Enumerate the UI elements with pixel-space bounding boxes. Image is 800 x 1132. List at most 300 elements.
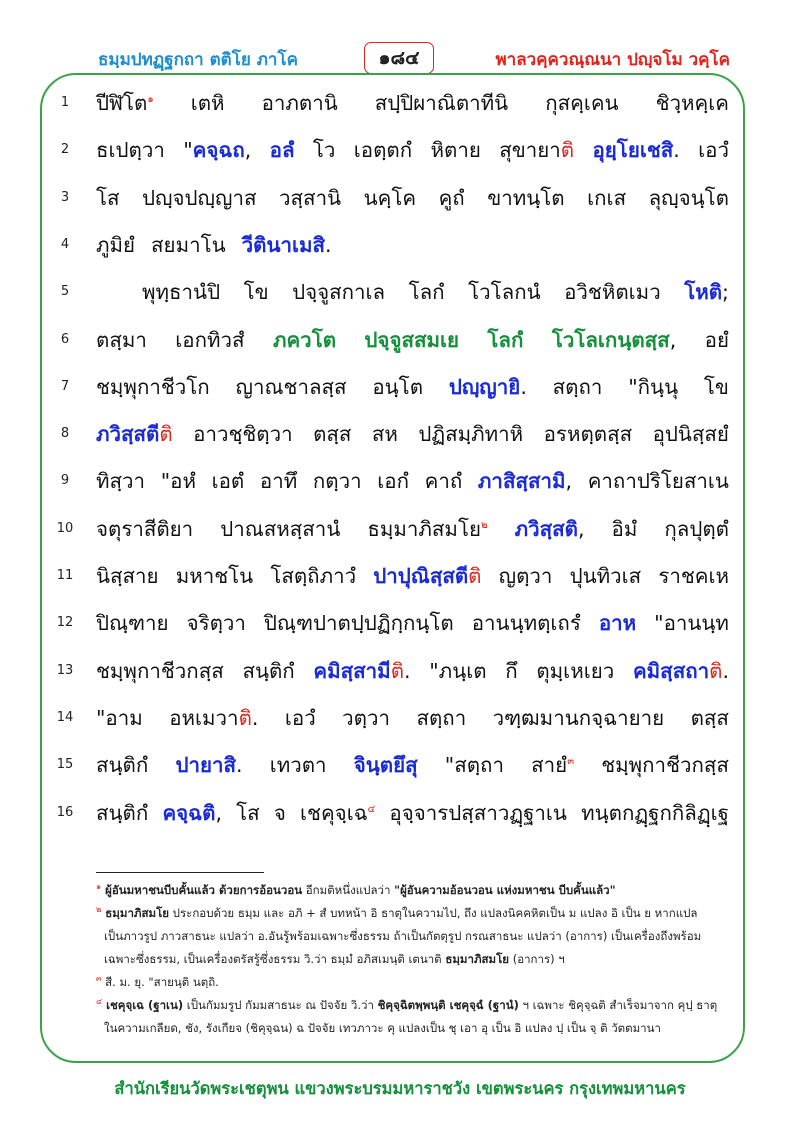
text-run: อรหตฺตสฺส [543, 422, 633, 447]
line-number: 3 [60, 189, 70, 205]
text-run: เชคุจฺเฉ [300, 800, 368, 825]
text-run: "กินฺนุ [628, 374, 679, 399]
text-run: . [325, 232, 332, 257]
line-text [96, 131, 729, 169]
text-run: โสตฺถิภาวํ [270, 564, 357, 588]
word [449, 368, 527, 406]
word [515, 510, 585, 548]
word [364, 179, 416, 217]
text-run: ปีฬิโต [96, 91, 148, 115]
word [264, 604, 454, 642]
text-run: เอตฺตกํ [353, 138, 413, 163]
text-run: "อหํ [160, 469, 196, 494]
word [439, 179, 465, 217]
word [375, 84, 508, 122]
word [654, 604, 729, 642]
line-number: 11 [56, 568, 74, 583]
text-run: อาภตานิ [261, 91, 338, 115]
footnote-text: เชคุจฺเฉ (ฐาเน) [102, 998, 184, 1012]
text-run: , [565, 469, 573, 494]
word [698, 131, 729, 169]
line-number: 15 [56, 757, 74, 773]
text-run: สายํ [531, 753, 568, 778]
word [545, 84, 618, 122]
footnote-text: ฯ เฉพาะ ชิคุจฺฉติ สำเร็จมาจาก คุปฺ ธาตุ [518, 998, 718, 1012]
text-run: ตุมฺเหเยว [536, 658, 615, 683]
text-run: เอกทิวสํ [175, 327, 245, 352]
word [552, 321, 676, 359]
word [175, 746, 242, 784]
word [364, 321, 459, 359]
text-run: ทนฺตกฏฺฐกกิลิฏฺเฐ [581, 800, 729, 825]
text-run: เอกํ [377, 469, 409, 494]
line-number: 8 [60, 426, 70, 442]
word [487, 321, 523, 359]
word [191, 84, 225, 122]
line-number: 13 [56, 662, 74, 678]
line-text [96, 510, 729, 548]
word [96, 510, 193, 548]
text-run: โหติ [684, 280, 723, 305]
text-run: จินฺตยึสุ [353, 753, 418, 778]
text-run: ปิณฺฑาย [96, 611, 169, 636]
word [96, 652, 224, 690]
line-text [96, 84, 729, 122]
text-run: กึ [505, 658, 518, 683]
text-line [0, 273, 800, 311]
text-run: อุยฺโยเชสิ [592, 138, 674, 163]
word [599, 604, 636, 642]
word [601, 746, 729, 784]
word [313, 652, 410, 690]
text-run: ญาณชาลสฺส [235, 374, 347, 399]
text-run: โส [96, 185, 120, 210]
text-run: กุลปุตฺตํ [664, 516, 729, 541]
text-run: สตฺถา [416, 705, 467, 730]
word [142, 179, 256, 217]
word [175, 321, 244, 359]
text-run: โว [312, 138, 336, 163]
text-run: ปญฺญายิ [448, 374, 521, 399]
footnote-marker: ๒ [96, 905, 102, 915]
line-text [96, 179, 729, 217]
line-number: 16 [56, 804, 74, 820]
text-line [0, 462, 800, 500]
footnote-text: ชิคุจฺฉิตพฺพนฺติ เชคุจฺฉํ (ฐานํ) [377, 998, 519, 1012]
word [633, 652, 729, 690]
word [499, 557, 553, 595]
word [292, 273, 385, 311]
text-run: โลกํ [408, 280, 445, 305]
line-text [96, 557, 729, 595]
text-run: เอตํ [211, 469, 245, 494]
text-run: "อาม [96, 705, 143, 730]
footnote-line [104, 1018, 744, 1039]
text-run: คมิสฺสามี [313, 658, 391, 683]
word [587, 179, 626, 217]
text-line [0, 84, 800, 122]
word [162, 794, 222, 832]
text-run: อุปนิสฺสยํ [652, 422, 729, 447]
text-run: ปิณฺฑปาตปฺปฏิกฺกนฺโต [263, 611, 454, 636]
footnote-text: อีกมติหนึ่งแปลว่า [302, 883, 395, 897]
page-number-box: ๑๘๔ [364, 42, 434, 74]
word [468, 273, 541, 311]
line-number: 5 [60, 284, 70, 300]
footnote-line [96, 972, 736, 993]
word [260, 462, 297, 500]
word [416, 699, 466, 737]
text-run: ขาทนฺโต [487, 185, 565, 210]
footnote-text: เฉพาะซึ่งธรรม, เป็นเครื่องตรัสรู้ซึ่งธรรม วิ.ว่า ธมฺมํ อภิสเมนฺติ เตนาติ [104, 952, 446, 966]
text-line [0, 321, 800, 359]
footnote-line [104, 926, 744, 947]
footnote-rule [96, 872, 264, 873]
footnote-text: ผู้อันมหาชนบีบคั้นแล้ว ด้วยการอ้อนวอน [101, 883, 303, 897]
line-number: 12 [56, 615, 74, 631]
text-run: . [404, 658, 411, 683]
word [313, 462, 362, 500]
text-run: ตสฺมา [96, 327, 147, 352]
text-run: วสฺสานิ [279, 185, 342, 210]
line-number: 2 [60, 142, 70, 158]
word [389, 794, 567, 832]
text-run: ราชคเห [658, 564, 729, 588]
word [176, 557, 253, 595]
word [581, 794, 729, 832]
text-run: คจฺฉถ [192, 138, 245, 163]
word [409, 273, 445, 311]
text-run: ปจฺจูสสมเย [364, 327, 460, 352]
line-text [96, 226, 729, 264]
line-text [96, 699, 729, 737]
text-run: " [183, 138, 193, 163]
text-run: โส [236, 800, 260, 825]
word [564, 273, 661, 311]
text-run: วฑฺฒมานกจฺฉายาย [492, 705, 665, 730]
footnote-line [104, 949, 744, 970]
text-run: คมิสฺสถา [632, 658, 710, 683]
line-number: 6 [60, 331, 70, 347]
text-run: ปาปุณิสฺสตี [373, 564, 469, 588]
text-run: โข [243, 280, 269, 305]
text-run: ธมฺมาภิสมโย [367, 516, 481, 541]
word [96, 368, 210, 406]
text-line [0, 794, 800, 832]
text-run: เทวตา [269, 753, 327, 778]
text-run: ชิวฺหคฺเค [655, 91, 729, 115]
line-number: 4 [60, 236, 70, 252]
word [705, 321, 729, 359]
word [553, 368, 603, 406]
footnote-text: สี. ม. ยุ. "สายนฺติ นตฺถิ. [101, 975, 219, 989]
text-run: "อานนฺท [654, 611, 729, 636]
text-run: สนฺติกํ [96, 800, 149, 825]
text-line [0, 226, 800, 264]
text-run: ปุนทิวเส [569, 564, 642, 588]
text-line [0, 368, 800, 406]
text-run: สตฺถา [552, 374, 603, 399]
word [242, 652, 294, 690]
word [684, 273, 729, 311]
line-text [96, 321, 729, 359]
word [96, 604, 169, 642]
footnote-ref: ๓ [567, 756, 575, 768]
word [96, 746, 148, 784]
text-run: พุทฺธานํปิ [142, 280, 221, 305]
word [570, 557, 642, 595]
word [96, 321, 147, 359]
text-run: จริตฺวา [186, 611, 246, 636]
line-text [142, 273, 729, 311]
text-run: , [577, 516, 585, 541]
line-text [96, 415, 729, 453]
text-run: ภควโต [272, 327, 337, 352]
word [236, 794, 260, 832]
text-run: ปจฺจูสกาเล [292, 280, 386, 305]
text-run: . [236, 753, 243, 778]
word [431, 131, 481, 169]
word [212, 462, 245, 500]
word [313, 415, 351, 453]
footnote-text: เป็นกัมมรูป กัมมสาธนะ ณ ปัจจัย วิ.ว่า [183, 998, 378, 1012]
word [418, 415, 523, 453]
footnote-marker: ๑ [96, 882, 102, 892]
word [285, 699, 316, 737]
text-line [0, 415, 800, 453]
text-run: ติ [238, 705, 252, 730]
word [96, 179, 120, 217]
line-text [96, 794, 729, 832]
text-run: วตฺวา [342, 705, 391, 730]
text-run: หิตาย [430, 138, 481, 163]
text-run: คูถํ [438, 185, 465, 210]
text-run: ธเปตฺวา [96, 138, 165, 163]
text-run: ชมฺพุกาชีวกสฺส [96, 658, 224, 683]
footnote-marker: ๔ [96, 997, 103, 1007]
text-run: สนฺติกํ [242, 658, 295, 683]
word [96, 415, 173, 453]
text-run: อนฺโต [372, 374, 424, 399]
word [96, 557, 159, 595]
word [373, 557, 481, 595]
word [300, 794, 375, 832]
text-run: ตสฺส [313, 422, 352, 447]
text-run: อลํ [269, 138, 295, 163]
word [96, 226, 135, 264]
word [499, 131, 574, 169]
text-run: นิสฺสาย [96, 564, 159, 588]
text-run: . [251, 705, 259, 730]
text-run: กุสคฺเคน [545, 91, 619, 115]
text-run: ภูมิยํ [96, 232, 136, 257]
text-run: อาทึ [259, 469, 298, 494]
text-run: ลุญฺจนฺโต [648, 185, 729, 210]
text-run: สห [371, 422, 398, 447]
text-run: โวโลเกนฺตสฺส [551, 327, 670, 352]
word [478, 462, 572, 500]
word [262, 84, 338, 122]
footnote-text: ประกอบด้วย ธมฺม และ อภิ + สํ บทหน้า อิ ธาตุในความไป, ถึง แปลงนิคคหิตเป็น ม แปลง อิ เป็น ย หากแปล [169, 906, 698, 920]
text-line [0, 699, 800, 737]
line-text [96, 604, 729, 642]
text-run: เอวํ [698, 138, 729, 163]
word [487, 179, 564, 217]
word [536, 652, 614, 690]
text-run: ชมฺพุกาชีวโก [96, 374, 210, 399]
footnote-line [96, 880, 736, 901]
word [274, 794, 286, 832]
header-left-title: ธมฺมปทฏฺฐกถา ตติโย ภาโค [98, 50, 298, 70]
text-run: คาถํ [424, 469, 463, 494]
word [653, 415, 729, 453]
text-run: อาห [598, 611, 637, 636]
word [592, 131, 679, 169]
word [425, 462, 463, 500]
text-run: . [722, 658, 729, 683]
word [691, 699, 729, 737]
text-run: , [215, 800, 222, 825]
text-run: มหาชโน [175, 564, 254, 588]
text-run: นคฺโค [363, 185, 417, 210]
word [96, 131, 165, 169]
word [493, 699, 665, 737]
text-run: "ภนฺเต [429, 658, 487, 683]
word [193, 415, 293, 453]
word [270, 746, 327, 784]
text-run: ชมฺพุกาชีวกสฺส [601, 753, 729, 778]
line-number: 10 [56, 520, 74, 536]
word [377, 462, 409, 500]
text-run: ติ [159, 422, 173, 447]
text-run: ; [722, 280, 729, 305]
word [544, 415, 633, 453]
word [628, 368, 678, 406]
text-run: จ [273, 800, 286, 825]
text-run: ติ [390, 658, 405, 683]
text-run: อยํ [704, 327, 729, 352]
word [445, 746, 504, 784]
word [96, 794, 148, 832]
footnote-marker: ๓ [96, 974, 102, 984]
word [242, 226, 332, 264]
word [244, 273, 269, 311]
footnote-text: "ผู้อันความอ้อนวอน แห่งมหาชน บีบคั้นแล้ว" [394, 883, 616, 897]
text-run: ติ [468, 564, 482, 588]
text-line [0, 179, 800, 217]
text-line [0, 652, 800, 690]
text-run: คาถาปริโยสาเน [587, 469, 729, 494]
word [472, 604, 581, 642]
word [270, 131, 295, 169]
text-run: จตุราสีติยา [96, 516, 194, 541]
footnote-text: ธมฺมาภิสมโย [101, 906, 170, 920]
line-text [96, 368, 729, 406]
word [649, 179, 729, 217]
word [505, 652, 517, 690]
text-line [0, 510, 800, 548]
text-run: , [669, 327, 677, 352]
text-run: สยมาโน [151, 232, 226, 257]
footnote-ref: ๒ [480, 519, 488, 531]
text-line [0, 604, 800, 642]
word [372, 415, 398, 453]
text-run: คจฺฉติ [162, 800, 216, 825]
header-right-title: พาลวคฺควณฺณนา ปญฺจโม วคฺโค [495, 50, 730, 70]
text-run: วีตินาเมสิ [241, 232, 326, 257]
text-run: ภวิสฺสตี [96, 422, 160, 447]
word [183, 131, 251, 169]
text-run: ปายาสิ [175, 753, 236, 778]
word [236, 368, 347, 406]
word [531, 746, 574, 784]
word [656, 84, 729, 122]
text-run: โลกํ [487, 327, 524, 352]
line-number: 7 [60, 378, 70, 394]
text-run: อิมํ [611, 516, 638, 541]
word [273, 321, 336, 359]
text-run: โข [703, 374, 729, 399]
footnote-text: ธมฺมาภิสมโย [445, 952, 510, 966]
word [161, 462, 196, 500]
footnote-text: ในความเกลียด, ชัง, รังเกียจ (ชิคุจฺฉน) ฉ ปัจจัย เทวภาวะ คุ แปลงเป็น ชุ เอา อุ เป็น อิ แปลง ปฺ เป็น จฺ ติ วัตตมานา [104, 1021, 661, 1035]
footnote-text: เป็นภาวรูป ภาวสาธนะ แปลว่า อ.อันรู้พร้อมเฉพาะซึ่งธรรม ถ้าเป็นกัตตุรูป กรณสาธนะ แปลว่า (อาการ) เป็นเครื่องถึงพร้อม [104, 929, 702, 943]
word [429, 652, 486, 690]
line-text [96, 746, 729, 784]
text-run: อานนฺทตฺเถรํ [471, 611, 581, 636]
word [588, 462, 729, 500]
footnote-text: (อาการ) ฯ [509, 952, 565, 966]
text-run: ภาสิสฺสามิ [477, 469, 566, 494]
word [612, 510, 638, 548]
line-number: 14 [56, 709, 74, 725]
text-run: อหเมวา [169, 705, 239, 730]
word [342, 699, 390, 737]
word [664, 510, 729, 548]
text-run: อุจฺจารปสฺสาวฏฺฐาเน [389, 800, 567, 825]
word [96, 699, 143, 737]
text-run: ติ [560, 138, 575, 163]
word [354, 746, 418, 784]
word [372, 368, 423, 406]
text-run: ภวิสฺสติ [514, 516, 578, 541]
text-line [0, 746, 800, 784]
word [313, 131, 336, 169]
line-text [96, 462, 729, 500]
word [704, 368, 729, 406]
line-text [96, 652, 729, 690]
text-line [0, 557, 800, 595]
text-run: เตหิ [190, 91, 225, 115]
line-number: 1 [60, 95, 70, 110]
word [658, 557, 729, 595]
text-run: ญตฺวา [498, 564, 553, 588]
word [151, 226, 226, 264]
footnote-ref: ๔ [367, 803, 376, 815]
word [187, 604, 246, 642]
text-run: โวโลกนํ [468, 280, 541, 305]
word [96, 84, 154, 122]
text-run: อาวชฺชิตฺวา [193, 422, 293, 447]
text-run: ปฏิสมฺภิทาหิ [418, 422, 524, 447]
word [279, 179, 341, 217]
word [354, 131, 412, 169]
text-run: กตฺวา [312, 469, 362, 494]
text-run: เกเส [587, 185, 627, 210]
text-run: ทิสฺวา [96, 469, 146, 494]
text-run: สุขายา [499, 138, 561, 163]
word [220, 510, 340, 548]
